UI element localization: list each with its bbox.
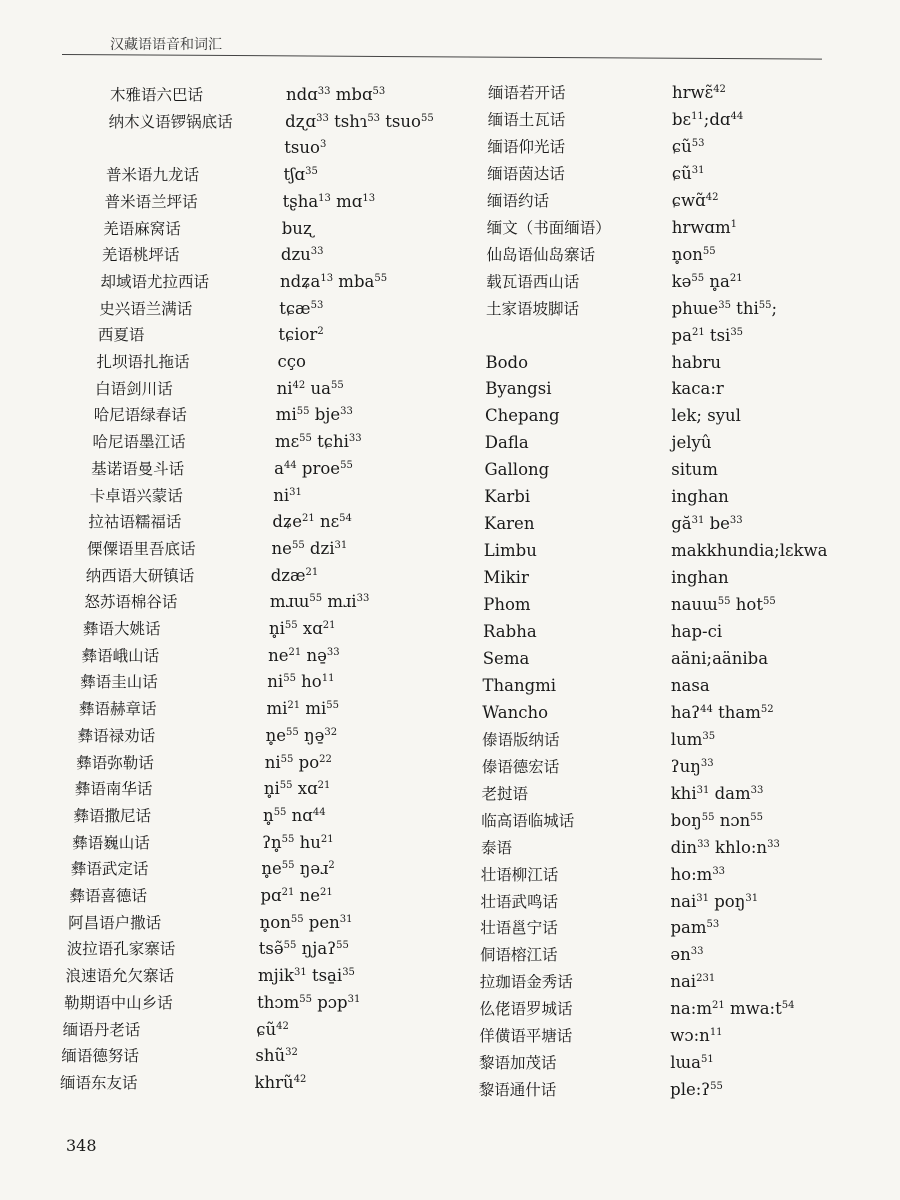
- phonetic-form: dʐɑ$^{33}$ tshɿ$^{53}$ tsuo$^{55}$: [285, 111, 434, 131]
- language-name: 彝语圭山话: [80, 673, 158, 692]
- phonetic-form: nai$^{231}$: [670, 972, 716, 992]
- entry-row: [0, 969, 716, 995]
- phonetic-form: aäni;aäniba: [670, 648, 769, 668]
- entry-row: [0, 134, 705, 160]
- phonetic-form: ple:ʔ$^{55}$: [670, 1080, 723, 1100]
- page-number: 348: [66, 1136, 97, 1155]
- language-name: 缅语茵达话: [487, 164, 565, 183]
- entry-row: [0, 538, 828, 564]
- entry-row: [0, 700, 774, 726]
- language-name: Wancho: [482, 702, 549, 722]
- phonetic-form: $mi^{21}$ $mi^{55}$: [266, 699, 340, 719]
- language-name: 勒期语中山乡话: [64, 993, 173, 1012]
- language-name: 羌语桃坪话: [101, 246, 180, 265]
- entry-row: [0, 996, 795, 1022]
- phonetic-form: thɔm$^{55}$ pɔp$^{31}$: [257, 992, 361, 1012]
- language-name: 彝语南华话: [74, 780, 153, 799]
- phonetic-form: $n̥on^{55}$: [671, 244, 716, 264]
- entry-row: [0, 242, 716, 268]
- phonetic-form: ʔn̥$^{55}$ $hu^{21}$: [262, 832, 334, 852]
- language-name: 阿昌语户撒话: [68, 913, 162, 932]
- phonetic-form: tsə̃$^{55}$ ŋjaʔ$^{55}$: [258, 939, 349, 959]
- language-name: 缅语德努话: [61, 1047, 139, 1066]
- phonetic-form: $a^{44}$ proe$^{55}$: [274, 458, 353, 478]
- language-name: 纳西语大研镇话: [85, 566, 195, 585]
- language-name: 拉祜语糯福话: [88, 513, 182, 532]
- entry-row: [0, 457, 718, 483]
- phonetic-form: haʔ$^{44}$ tham$^{52}$: [670, 702, 774, 722]
- language-name: 彝语大姚话: [83, 620, 161, 638]
- phonetic-form: $pa^{21}$ tsi$^{35}$: [671, 325, 744, 345]
- language-name: 仫佬语罗城话: [479, 1000, 573, 1019]
- phonetic-form: phɯe$^{35}$ thi$^{55}$;: [671, 298, 778, 318]
- language-name: 羌语麻窝话: [103, 219, 181, 238]
- language-name: 临高语临城话: [481, 811, 575, 830]
- language-name: 黎语通什话: [478, 1081, 557, 1100]
- phonetic-form: hap-ci: [671, 622, 723, 641]
- entry-row: [0, 511, 743, 537]
- entry-row: [0, 80, 726, 106]
- entry-row: [0, 862, 726, 888]
- language-name: 傣语德宏话: [481, 757, 560, 776]
- language-name: Phom: [483, 595, 531, 615]
- entry-row: [0, 430, 712, 456]
- phonetic-form: pɑ$^{21}$ $ne^{21}$: [260, 886, 333, 905]
- entry-row: [0, 619, 723, 645]
- phonetic-form: ndɑ$^{33}$ mbɑ$^{53}$: [286, 85, 386, 104]
- language-name: 扎坝语扎拖话: [96, 353, 190, 371]
- language-name: Mikir: [483, 568, 529, 588]
- entry-row: [0, 915, 720, 941]
- phonetic-form: kə$^{55}$ $n̥a^{21}$: [671, 271, 743, 291]
- phonetic-form: hrwɑm$^1$: [671, 217, 737, 237]
- phonetic-form: nai$^{31}$ poŋ$^{31}$: [670, 891, 759, 911]
- phonetic-form: nasa: [670, 675, 710, 695]
- language-name: Chepang: [485, 406, 560, 426]
- language-name: 纳木义语锣锅底话: [108, 112, 233, 131]
- phonetic-form: tʂha$^{13}$ mɑ$^{13}$: [282, 191, 376, 211]
- language-name: Rabha: [483, 622, 537, 641]
- entry-row: [0, 646, 769, 672]
- language-name: 壮语武鸣话: [480, 892, 559, 911]
- language-name: Sema: [482, 648, 530, 668]
- language-name: 黎语加茂话: [479, 1054, 557, 1073]
- language-name: 彝语禄劝话: [77, 726, 156, 745]
- entry-row: [0, 484, 729, 510]
- language-name: Karen: [484, 514, 535, 534]
- phonetic-form: $ne^{55}$ dzi$^{31}$: [271, 538, 348, 558]
- phonetic-form: $na:m^{21}$ $mwa:t^{54}$: [670, 999, 795, 1019]
- phonetic-form: $ni^{42}$ $ua^{55}$: [276, 378, 344, 398]
- entry-row: [0, 296, 778, 322]
- language-name: Bodo: [485, 352, 529, 372]
- entry-row: [0, 754, 714, 780]
- language-name: 壮语邕宁话: [480, 919, 558, 938]
- phonetic-form: $n̥on^{55}$ pen$^{31}$: [259, 912, 353, 932]
- running-header: 汉藏语语音和词汇: [110, 37, 222, 53]
- language-name: Dafla: [484, 433, 529, 453]
- phonetic-form: lum$^{35}$: [670, 729, 716, 749]
- language-name: 彝语赫章话: [78, 700, 157, 719]
- phonetic-form: habru: [671, 352, 722, 372]
- language-name: 木雅语六巴话: [110, 86, 204, 104]
- phonetic-form: makkhundia;lɛkwa: [671, 541, 828, 561]
- language-name: Limbu: [483, 541, 537, 561]
- entry-row: [0, 161, 705, 187]
- entry-row: [0, 727, 716, 753]
- entry-row: [0, 1050, 714, 1076]
- language-name: 缅语若开话: [488, 84, 566, 102]
- language-name: 彝语弥勒话: [76, 753, 154, 772]
- phonetic-form: tʃɑ$^{35}$: [283, 165, 318, 185]
- language-name: 彝语峨山话: [81, 646, 160, 665]
- entry-row: [0, 592, 776, 618]
- phonetic-form: mjik$^{31}$ $tsa̱i^{35}$: [257, 966, 355, 986]
- phonetic-form: $ni^{55}$ $po^{22}$: [264, 752, 332, 772]
- phonetic-form: $wɔ:n^{11}$: [670, 1026, 723, 1046]
- language-name: 缅语丹老话: [62, 1020, 141, 1039]
- language-name: 缅文（书面缅语）: [486, 218, 611, 237]
- language-name: 缅语土瓦话: [487, 110, 566, 129]
- phonetic-form: inghan: [671, 487, 729, 507]
- language-name: 西夏语: [97, 326, 145, 345]
- language-name: Byangsi: [485, 379, 552, 399]
- language-name: 老挝语: [481, 784, 529, 803]
- phonetic-form: dzæ$^{21}$: [270, 565, 319, 585]
- phonetic-form: nauɯ$^{55}$ hot$^{55}$: [671, 595, 776, 615]
- phonetic-form: lek; syul: [671, 406, 741, 426]
- language-name: 卡卓语兴蒙话: [89, 486, 183, 505]
- language-name: 史兴语兰满话: [99, 299, 193, 318]
- entry-row: [0, 215, 737, 241]
- language-name: 浪速语允欠寨话: [65, 967, 174, 986]
- entry-row: [0, 403, 741, 429]
- phonetic-form: n̥$^{55}$ nɑ$^{44}$: [263, 805, 326, 825]
- phonetic-form: dzu$^{33}$: [280, 245, 324, 265]
- phonetic-form: bɛ$^{11}$;dɑ$^{44}$: [671, 109, 744, 129]
- phonetic-form: ɕũ$^{42}$: [256, 1019, 289, 1039]
- language-name: 缅语约话: [487, 191, 550, 210]
- phonetic-form: ɕũ$^{31}$: [671, 163, 705, 183]
- phonetic-form: ɕwɑ̃$^{42}$: [671, 190, 719, 210]
- phonetic-form: mɛ$^{55}$ tɕhi$^{33}$: [274, 432, 362, 452]
- language-name: 基诺语曼斗话: [91, 459, 185, 478]
- language-name: 彝语巍山话: [72, 833, 150, 852]
- phonetic-form: kaca:r: [671, 379, 724, 399]
- language-name: 傈僳语里吾底话: [87, 539, 196, 558]
- phonetic-form: $n̥i^{55}$ xɑ$^{21}$: [263, 779, 331, 799]
- phonetic-form: $n̥i^{55}$ xɑ$^{21}$: [269, 619, 336, 638]
- phonetic-form: lɯa$^{51}$: [670, 1053, 714, 1073]
- language-name: 缅语东友话: [60, 1073, 138, 1092]
- phonetic-form: hrwɛ̃$^{42}$: [672, 83, 726, 102]
- language-name: 彝语撒尼话: [73, 806, 152, 825]
- language-name: 普米语九龙话: [105, 166, 199, 185]
- language-name: 普米语兰坪话: [104, 192, 198, 211]
- phonetic-form: $gă^{31}$ $be^{33}$: [671, 514, 743, 534]
- phonetic-form: jelyû: [671, 433, 712, 453]
- language-name: 壮语柳江话: [480, 865, 559, 884]
- language-name: 缅语仰光话: [487, 137, 566, 156]
- language-name: 彝语喜德话: [69, 887, 148, 905]
- entry-row: [0, 781, 764, 807]
- phonetic-form: $ni^{31}$: [273, 485, 302, 505]
- entry-row: [0, 269, 743, 295]
- phonetic-form: $ni^{55}$ $ho^{11}$: [267, 672, 335, 692]
- entry-row: [0, 942, 704, 968]
- entry-row: [0, 107, 744, 133]
- language-name: 仙岛语仙岛寨话: [486, 245, 596, 264]
- phonetic-form: mɹɯ$^{55}$ mɹi$^{33}$: [269, 592, 370, 612]
- entry-row: [0, 1023, 723, 1049]
- entry-row: [0, 1077, 723, 1103]
- phonetic-form: din$^{33}$ $khlo:n^{33}$: [670, 837, 780, 857]
- entry-row: [0, 889, 759, 915]
- phonetic-form: $mi^{55}$ bje$^{33}$: [275, 405, 353, 425]
- phonetic-form: buʐ: [281, 218, 313, 238]
- phonetic-form: tɕæ$^{53}$: [279, 298, 324, 318]
- language-name: 拉珈语金秀话: [479, 973, 573, 992]
- phonetic-form: ən$^{33}$: [670, 945, 704, 965]
- phonetic-form: ɕũ$^{53}$: [671, 136, 705, 156]
- language-name: 却域语尤拉西话: [100, 272, 210, 291]
- phonetic-form: boŋ$^{55}$ nɔn$^{55}$: [670, 810, 763, 830]
- phonetic-form: inghan: [671, 568, 729, 588]
- phonetic-form: situm: [671, 460, 718, 480]
- entry-row: [0, 323, 744, 349]
- language-name: Karbi: [484, 487, 531, 507]
- entry-row: [0, 835, 780, 861]
- entry-row: [0, 808, 763, 834]
- phonetic-form: shũ$^{32}$: [255, 1046, 298, 1066]
- phonetic-form: $n̥e^{55}$ ŋə̱$^{32}$: [265, 725, 338, 745]
- phonetic-form: ʔuŋ$^{33}$: [670, 756, 714, 776]
- phonetic-form: tɕior$^2$: [278, 325, 324, 345]
- language-name: 载瓦语西山话: [486, 272, 580, 291]
- language-name: 侗语榕江话: [480, 946, 558, 965]
- phonetic-form: dʑe$^{21}$ nɛ$^{54}$: [272, 512, 352, 532]
- language-name: Thangmi: [482, 675, 557, 695]
- phonetic-form: pam$^{53}$: [670, 918, 720, 938]
- entry-row: [0, 673, 710, 699]
- language-name: 哈尼语墨江话: [92, 433, 186, 452]
- language-name: 哈尼语绿春话: [93, 406, 187, 425]
- entry-row: [0, 565, 729, 591]
- phonetic-form: cço: [277, 352, 306, 371]
- language-name: 泰语: [481, 838, 513, 857]
- phonetic-form: tsuo$^3$: [284, 138, 327, 158]
- language-name: 佯僙语平塘话: [479, 1027, 573, 1046]
- phonetic-form: $ho:m^{33}$: [670, 864, 726, 884]
- entry-row: [0, 188, 719, 214]
- language-name: 傣语版纳话: [482, 730, 560, 749]
- language-name: 怒苏语棉谷话: [84, 593, 178, 612]
- entry-row: [0, 350, 722, 376]
- phonetic-form: $ne^{21}$ nə̱$^{33}$: [268, 645, 340, 665]
- phonetic-form: $n̥e^{55}$ ŋəɹ$^2$: [261, 859, 335, 879]
- entry-row: [0, 376, 724, 402]
- language-name: 彝语武定话: [70, 860, 149, 879]
- language-name: 土家语坡脚话: [486, 299, 580, 318]
- phonetic-form: khi$^{31}$ dam$^{33}$: [670, 783, 764, 803]
- phonetic-form: khrũ$^{42}$: [254, 1072, 307, 1092]
- language-name: 白语剑川话: [95, 379, 173, 398]
- language-name: 波拉语孔家寨话: [66, 940, 176, 959]
- phonetic-form: ndʑa$^{13}$ mba$^{55}$: [280, 271, 388, 291]
- language-name: Gallong: [484, 460, 550, 480]
